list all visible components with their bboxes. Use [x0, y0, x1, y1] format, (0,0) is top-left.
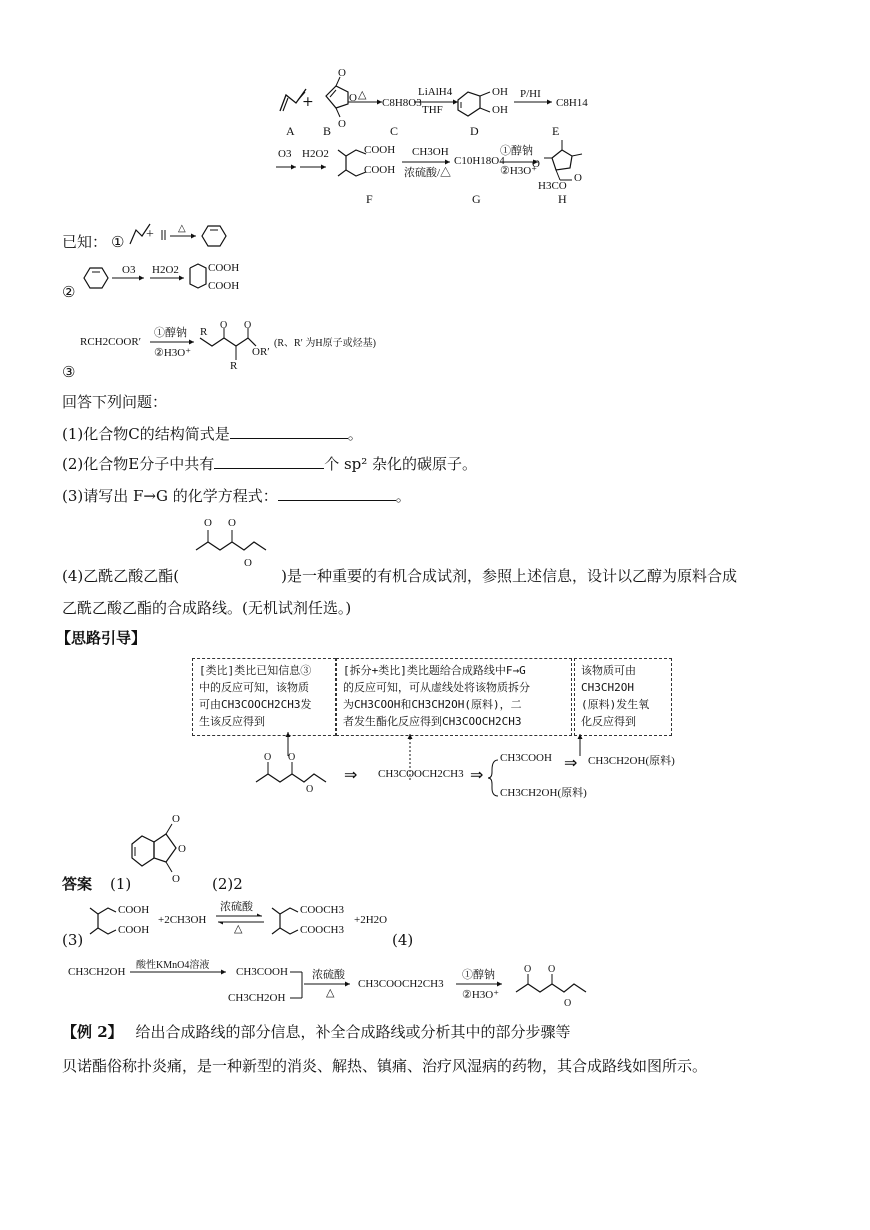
- delta-label: △: [358, 89, 367, 101]
- question-3-end: 。: [395, 487, 411, 505]
- answer-4-step1: ①醇钠: [462, 969, 495, 981]
- known-cooh-top: COOH: [208, 262, 240, 274]
- known-item-3: ③: [62, 363, 76, 381]
- question-3-text: (3)请写出 F→G 的化学方程式：: [62, 487, 278, 505]
- guide-ethanol-raw: CH3CH2OH(原料): [500, 787, 587, 799]
- guide-ester: CH3COOCH2CH3: [378, 768, 464, 780]
- answer-4-ester: CH3COOCH2CH3: [358, 978, 444, 990]
- svg-text:O: O: [172, 873, 180, 885]
- diels-alder-diagram: [128, 216, 238, 252]
- svg-text:O: O: [220, 320, 228, 331]
- ketone-oxygen: O: [532, 158, 540, 170]
- svg-text:O: O: [306, 784, 314, 795]
- guide-box1-line: 可由CH3COOCH2CH3发: [199, 698, 312, 711]
- answer-4-alcohol: CH3CH2OH: [228, 992, 286, 1004]
- reagent-h2o2: H2O2: [302, 148, 329, 160]
- question-2: [62, 454, 477, 474]
- known-o3: O3: [122, 264, 136, 276]
- question-1-end: 。: [347, 425, 363, 443]
- answer-2: (2)2: [212, 875, 243, 893]
- guide-box1-line: 中的反应可知，该物质: [199, 681, 309, 694]
- guide-box3-line: 该物质可由: [581, 664, 636, 677]
- guide-box-split: [336, 658, 572, 736]
- reagent-h2so4: 浓硫酸/△: [404, 167, 452, 179]
- answer-3-cooch3-bottom: COOCH3: [300, 924, 345, 936]
- question-4-line2: 乙酰乙酸乙酯的合成路线。(无机试剂任选。): [62, 599, 352, 617]
- svg-text:O: O: [288, 752, 296, 763]
- questions-intro: 回答下列问题：: [62, 393, 168, 411]
- svg-text:O: O: [349, 92, 357, 104]
- answer-blank-3[interactable]: [278, 486, 396, 501]
- question-2-end: 个 sp² 杂化的碳原子。: [324, 455, 478, 473]
- label-f: F: [366, 192, 373, 206]
- answer-1-structure: [124, 808, 204, 888]
- question-4-mid: )是一种重要的有机合成试剂，参照上述信息，设计以乙醇为原料合成: [281, 567, 737, 585]
- answer-1-label: (1): [110, 875, 132, 893]
- answer-3-cooh-top: COOH: [118, 904, 150, 916]
- known-h2o2: H2O2: [152, 264, 179, 276]
- answer-4-conc: 浓硫酸: [312, 969, 345, 981]
- guide-acid: CH3COOH: [500, 752, 552, 764]
- label-a: A: [286, 124, 295, 138]
- answer-3-cooh-bottom: COOH: [118, 924, 150, 936]
- svg-text:O: O: [172, 813, 180, 825]
- example-tag: 【例 2】: [62, 1023, 123, 1041]
- ethyl-acetoacetate-structure: [192, 514, 292, 574]
- reagent-thf: THF: [422, 104, 443, 116]
- answer-3-cooch3-top: COOCH3: [300, 904, 345, 916]
- question-3: [62, 486, 411, 506]
- answer-3-methanol: +2CH3OH: [158, 914, 207, 926]
- svg-text:O: O: [204, 517, 212, 529]
- guide-ethanol-raw-2: CH3CH2OH(原料): [588, 755, 675, 767]
- question-4: [62, 566, 862, 586]
- svg-text:O: O: [244, 557, 252, 569]
- ester-oxygen: O: [574, 172, 582, 184]
- guide-box3-line: 化反应得到: [581, 715, 636, 728]
- label-d: D: [470, 124, 479, 138]
- reagent-phi: P/HI: [520, 88, 541, 100]
- known-ester: RCH2COOR′: [80, 336, 142, 348]
- carboxyl-top: COOH: [364, 144, 396, 156]
- compound-c-formula: C8H8O3: [382, 97, 422, 109]
- known-r-bottom: R: [230, 360, 238, 372]
- known-label: 已知：: [62, 233, 108, 251]
- svg-text:O: O: [564, 998, 572, 1009]
- answer-blank-2[interactable]: [214, 454, 324, 469]
- answer-4-step2: ②H3O⁺: [462, 989, 500, 1001]
- answer-4-acid: CH3COOH: [236, 966, 288, 978]
- guide-box2-line: 为CH3COOH和CH3CH2OH(原料)，二: [343, 698, 522, 711]
- guide-box2-line: 的反应可知，可从虚线处将该物质拆分: [343, 681, 530, 694]
- answer-4-delta: △: [326, 987, 335, 999]
- label-h: H: [558, 192, 567, 206]
- svg-text:O: O: [338, 118, 346, 130]
- answer-4-product: [512, 962, 592, 1008]
- carboxyl-bottom: COOH: [364, 164, 396, 176]
- svg-text:⇒: ⇒: [470, 767, 484, 784]
- guide-box3-line: (原料)发生氧: [581, 698, 650, 711]
- known-step1: ①醇钠: [154, 327, 187, 339]
- known-note: (R、R′ 为H原子或烃基): [274, 338, 376, 349]
- known-r-top: R: [200, 326, 208, 338]
- example-title: 给出合成路线的部分信息，补全合成路线或分析其中的部分步骤等: [135, 1023, 571, 1041]
- label-c: C: [390, 124, 399, 138]
- guide-box2-line: [拆分+类比]类比题给合成路线中F→G: [343, 664, 526, 677]
- answer-label: 答案: [62, 875, 93, 893]
- guide-box-oxidation: [574, 658, 672, 736]
- svg-text:O: O: [338, 67, 346, 79]
- step-hydrolysis: ②H3O⁺: [500, 165, 538, 177]
- reagent-methanol: CH3OH: [412, 146, 449, 158]
- known-item-2: ②: [62, 283, 76, 301]
- answer-3-conc: 浓硫酸: [220, 901, 253, 913]
- svg-text:O: O: [264, 752, 272, 763]
- compound-e-formula: C8H14: [556, 97, 588, 109]
- svg-text:⇒: ⇒: [564, 755, 578, 772]
- question-1: [62, 424, 363, 444]
- question-1-text: (1)化合物C的结构简式是: [62, 425, 230, 443]
- example-body: 贝诺酯俗称扑炎痛，是一种新型的消炎、解热、镇痛、治疗风湿病的药物，其合成路线如图所示。: [62, 1057, 708, 1075]
- svg-text:O: O: [178, 843, 186, 855]
- known-or: OR′: [252, 346, 270, 358]
- reagent-lialh4: LiAlH4: [418, 86, 453, 98]
- answer-4-oxidant: 酸性KMnO4溶液: [136, 960, 210, 971]
- hydroxyl-top: OH: [492, 86, 508, 98]
- guide-box-analogy: [192, 658, 336, 736]
- guide-box1-line: 生该反应得到: [199, 715, 265, 728]
- svg-text:O: O: [524, 964, 532, 975]
- svg-text:⇒: ⇒: [344, 767, 358, 784]
- answer-3-water: +2H2O: [354, 914, 388, 926]
- question-4-start: (4)乙酰乙酸乙酯(: [62, 567, 180, 585]
- label-e: E: [552, 124, 560, 138]
- answer-3-delta: △: [234, 923, 243, 935]
- guide-box2-line: 者发生酯化反应得到CH3COOCH2CH3: [343, 715, 522, 728]
- hydroxyl-bottom: OH: [492, 104, 508, 116]
- question-2-text: (2)化合物E分子中共有: [62, 455, 215, 473]
- guide-box1-line: [类比]类比已知信息③: [199, 664, 312, 677]
- guide-box3-line: CH3CH2OH: [581, 681, 634, 694]
- plus-sign: +: [302, 94, 314, 110]
- guide-title: 【思路引导】: [56, 629, 147, 647]
- known-item-1: ①: [111, 233, 125, 251]
- answer-3-label: (3): [62, 931, 84, 949]
- known-cooh-bottom: COOH: [208, 280, 240, 292]
- compound-g-formula: C10H18O4: [454, 155, 505, 167]
- svg-text:+: +: [146, 227, 154, 242]
- svg-text:△: △: [178, 223, 186, 234]
- methoxy-group: H3CO: [538, 180, 567, 192]
- svg-text:O: O: [548, 964, 556, 975]
- step-sodium-alkoxide: ①醇钠: [500, 145, 533, 157]
- svg-text:O: O: [244, 320, 252, 331]
- answer-4-label: (4): [392, 931, 414, 949]
- answer-4-start: CH3CH2OH: [68, 966, 126, 978]
- reagent-o3: O3: [278, 148, 292, 160]
- known-step2: ②H3O⁺: [154, 347, 192, 359]
- label-g: G: [472, 192, 481, 206]
- answer-blank-1[interactable]: [230, 424, 348, 439]
- label-b: B: [323, 124, 332, 138]
- svg-text:O: O: [228, 517, 236, 529]
- example-2-heading: [62, 1022, 570, 1042]
